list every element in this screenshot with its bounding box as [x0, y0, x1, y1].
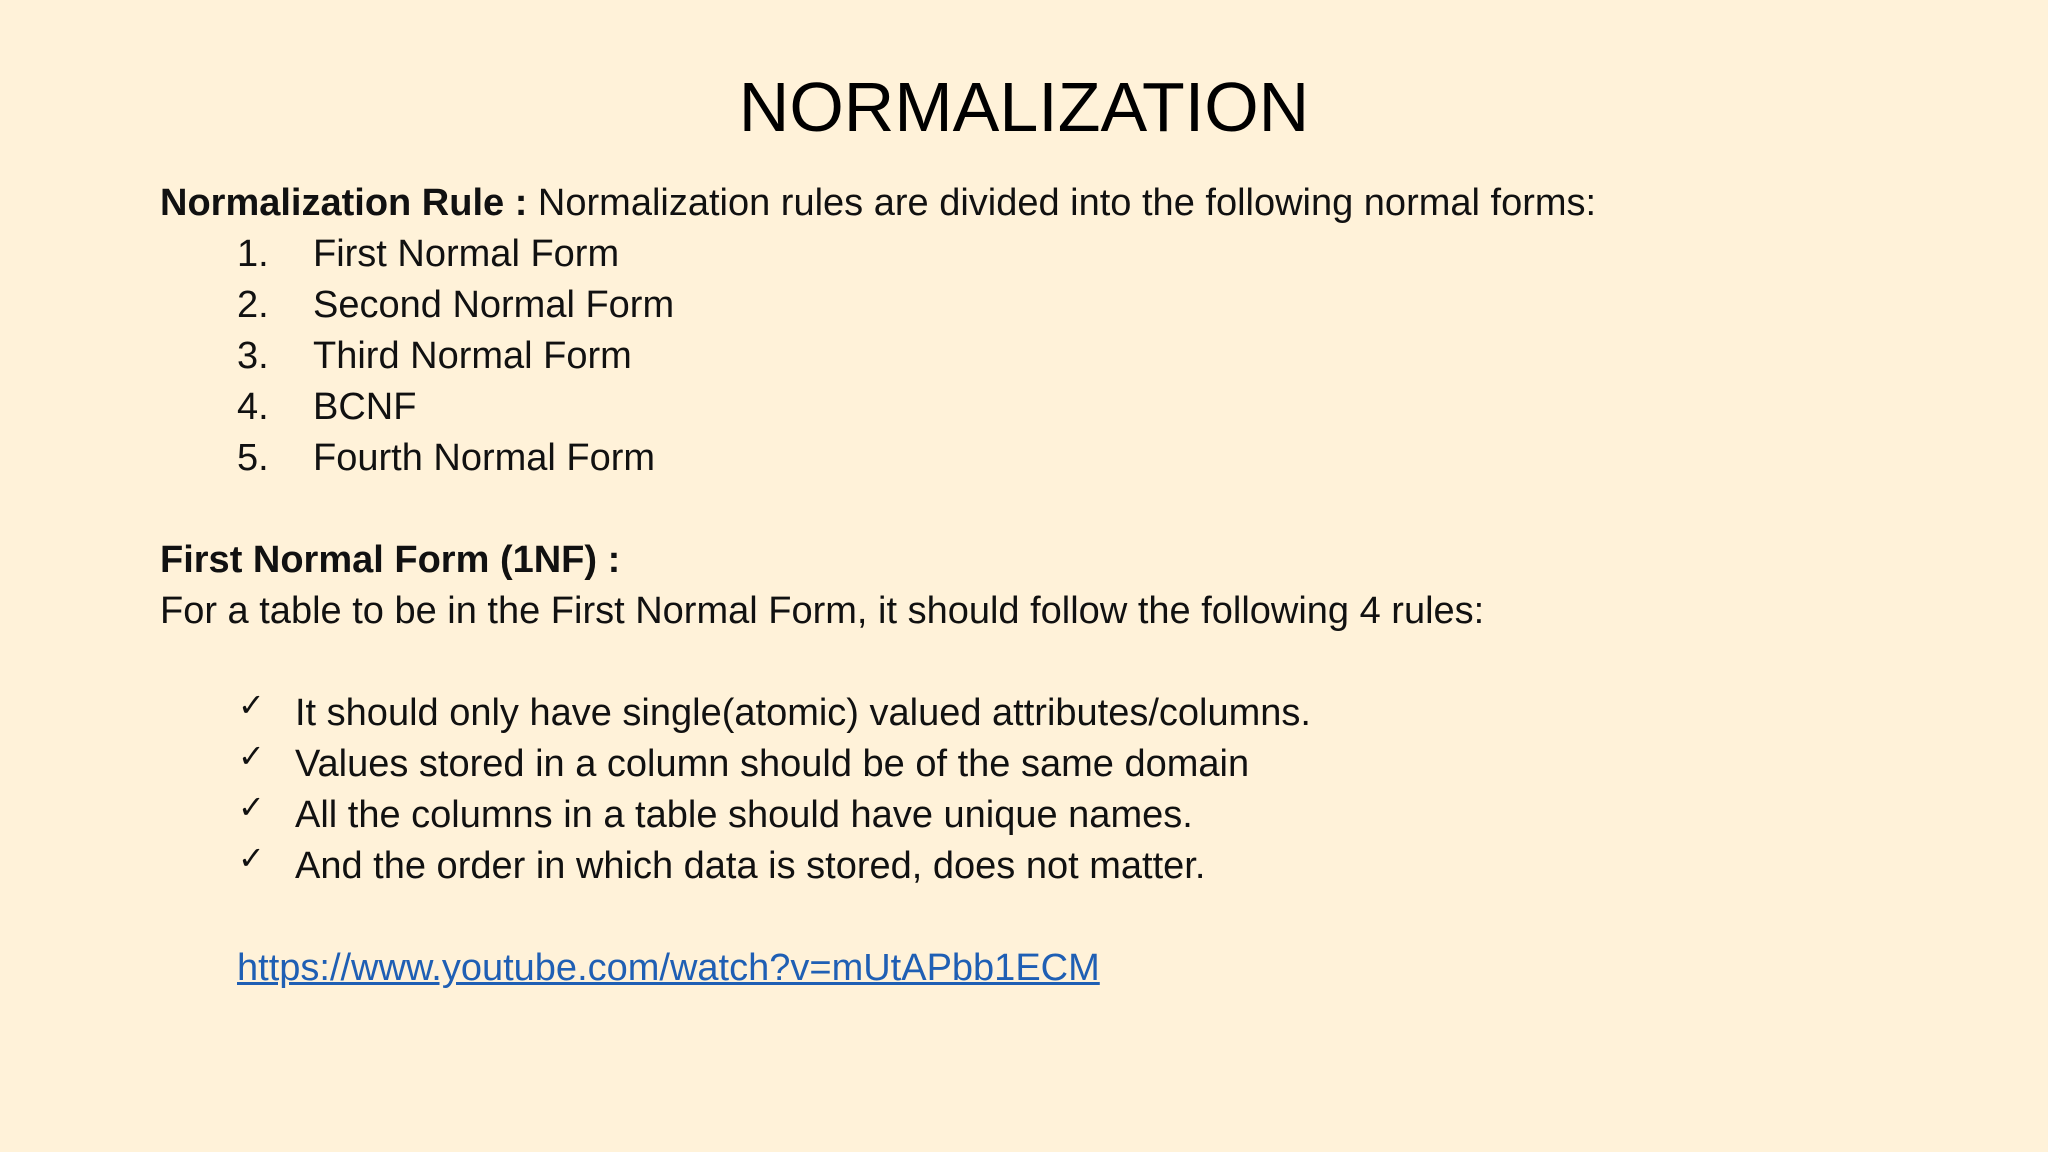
- normalization-rule-line: [160, 178, 1960, 229]
- list-item: [160, 739, 1960, 790]
- list-number: 5.: [237, 437, 269, 479]
- rule-text: And the order in which data is stored, does not matter.: [295, 845, 1206, 887]
- list-number: 1.: [237, 233, 269, 275]
- spacer: [160, 637, 1960, 688]
- rule-text: It should only have single(atomic) valued attributes/columns.: [295, 692, 1311, 734]
- spacer: [160, 892, 1960, 943]
- list-item: [160, 841, 1960, 892]
- link-line: [160, 943, 1960, 994]
- youtube-link[interactable]: https://www.youtube.com/watch?v=mUtAPbb1ECM: [237, 947, 1100, 989]
- list-number: 3.: [237, 335, 269, 377]
- first-nf-intro: For a table to be in the First Normal Form, it should follow the following 4 rules:: [160, 590, 1485, 632]
- list-item-label: First Normal Form: [313, 233, 620, 275]
- rule-label: Normalization Rule :: [160, 182, 528, 224]
- list-item: [160, 280, 1960, 331]
- normal-forms-list: [160, 229, 1960, 484]
- list-number: 4.: [237, 386, 269, 428]
- list-number: 2.: [237, 284, 269, 326]
- list-item: [160, 229, 1960, 280]
- list-item: [160, 331, 1960, 382]
- list-item-label: BCNF: [313, 386, 417, 428]
- list-item: [160, 790, 1960, 841]
- first-nf-heading: First Normal Form (1NF) :: [160, 539, 621, 581]
- list-item-label: Third Normal Form: [313, 335, 632, 377]
- spacer: [160, 484, 1960, 535]
- rule-text: Normalization rules are divided into the following normal forms:: [527, 182, 1597, 224]
- rule-text: Values stored in a column should be of the same domain: [295, 743, 1250, 785]
- slide-title: NORMALIZATION: [738, 68, 1310, 146]
- slide-content: [160, 178, 1960, 994]
- list-item: [160, 382, 1960, 433]
- first-nf-rules-list: [160, 688, 1960, 892]
- list-item: [160, 688, 1960, 739]
- checkmark-icon: ✓: [238, 788, 265, 826]
- checkmark-icon: ✓: [238, 737, 265, 775]
- checkmark-icon: ✓: [238, 686, 265, 724]
- list-item-label: Second Normal Form: [313, 284, 675, 326]
- list-item: [160, 433, 1960, 484]
- list-item-label: Fourth Normal Form: [313, 437, 656, 479]
- rule-text: All the columns in a table should have unique names.: [295, 794, 1193, 836]
- checkmark-icon: ✓: [238, 839, 265, 877]
